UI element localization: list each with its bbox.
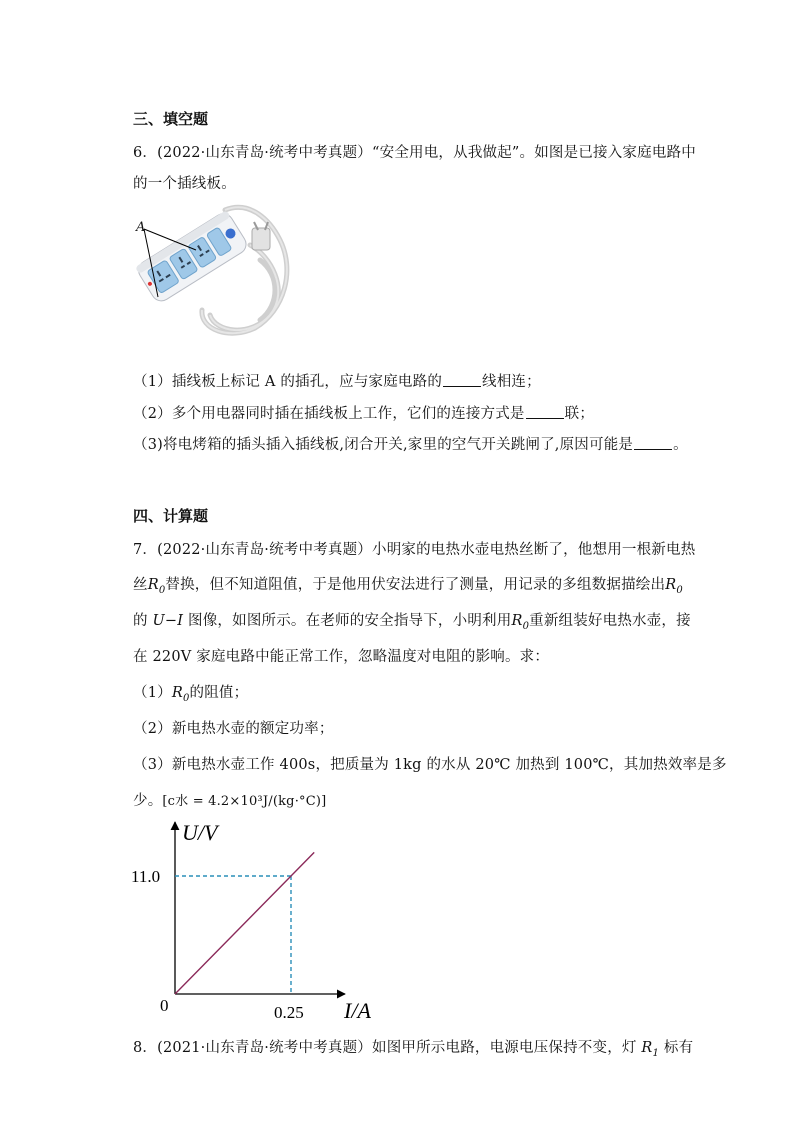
q7-sub1-b: 的阻值； <box>189 685 249 701</box>
answer-blank-1[interactable] <box>443 385 481 387</box>
y-tick-label: 11.0 <box>131 867 161 886</box>
q7-line2-b: 替换，但不知道阻值，于是他用伏安法进行了测量，用记录的多组数据描绘出 <box>165 577 666 593</box>
q8-line1-b: 标有 <box>663 1040 694 1056</box>
q6-text-line2: 的一个插线板。 <box>133 176 236 192</box>
q7-line2-a: 丝 <box>133 577 148 593</box>
q6-text-line1: 6．(2022·山东青岛·统考中考真题）“安全用电，从我做起”。如图是已接入家庭电路中 <box>133 145 696 161</box>
q7-sub1 <box>133 681 248 704</box>
q6-sub3-text-b: 。 <box>673 437 688 453</box>
specific-heat-formula: [c水 = 4.2×10³J/(kg·°C)] <box>162 794 327 809</box>
q7-line3-b: 图像，如图所示。在老师的安全指导下，小明利用 <box>188 613 512 629</box>
y-axis-label: U/V <box>182 820 218 845</box>
series-line-0 <box>175 852 314 994</box>
figure-label-a: A <box>136 220 146 235</box>
q7-sub3-end-a: 少。 <box>133 793 163 809</box>
q6-sub2-text-b: 联； <box>564 406 595 422</box>
q6-sub2-text-a: （2）多个用电器同时插在插线板上工作，它们的连接方式是 <box>133 406 525 422</box>
x-axis-label: I/A <box>344 998 371 1023</box>
q6-sub3 <box>133 433 688 454</box>
r1-symbol: $R_1$ <box>641 1040 660 1059</box>
q6-sub1 <box>133 370 541 391</box>
u-i-chart <box>120 818 400 1028</box>
q8-text-line1 <box>133 1036 693 1059</box>
q7-sub1-a: （1） <box>133 685 172 701</box>
answer-blank-3[interactable] <box>634 448 672 450</box>
q7-text-line2 <box>133 573 683 596</box>
q8-line1-a: 8．(2021·山东青岛·统考中考真题）如图甲所示电路，电源电压保持不变，灯 <box>133 1040 637 1056</box>
q7-text-line4: 在 220V 家庭电路中能正常工作，忽略温度对电阻的影响。求： <box>133 649 550 665</box>
q7-sub3: （3）新电热水壶工作 400s，把质量为 1kg 的水从 20℃ 加热到 100℃，其加热效率是多 <box>133 757 727 773</box>
q6-sub1-text-b: 线相连； <box>482 374 541 390</box>
q7-sub2: （2）新电热水壶的额定功率； <box>133 721 334 737</box>
r0-symbol: $R_0$ <box>665 577 683 596</box>
section-title-fill-in: 三、填空题 <box>133 110 209 128</box>
q7-text-line3 <box>133 609 691 632</box>
q6-sub1-text-a: （1）插线板上标记 A 的插孔，应与家庭电路的 <box>133 374 443 390</box>
x-tick-label: 0.25 <box>274 1003 304 1022</box>
origin-label: 0 <box>160 996 169 1015</box>
power-strip-figure <box>130 200 310 350</box>
q6-sub3-text-a: （3)将电烤箱的插头插入插线板,闭合开关,家里的空气开关跳闸了,原因可能是 <box>133 437 634 453</box>
answer-blank-2[interactable] <box>526 417 564 419</box>
q7-text-line1: 7．(2022·山东青岛·统考中考真题）小明家的电热水壶电热丝断了，他想用一根新电热 <box>133 542 696 558</box>
section-title-calculation: 四、计算题 <box>133 507 209 525</box>
r0-symbol: $R_0$ <box>147 577 166 596</box>
q7-sub3-end <box>133 789 326 810</box>
r0-symbol: $R_0$ <box>511 613 530 632</box>
ui-label: U−I <box>152 613 184 629</box>
q6-sub2 <box>133 402 594 423</box>
q7-line3-a: 的 <box>133 613 148 629</box>
q7-line3-c: 重新组装好电热水壶，接 <box>529 613 691 629</box>
r0-symbol: $R_0$ <box>171 685 190 704</box>
